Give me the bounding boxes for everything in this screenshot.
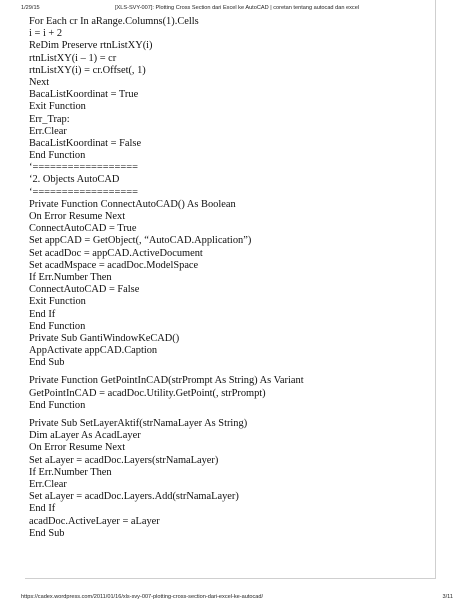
code-line: i = i + 2 — [29, 28, 63, 40]
code-line: Private Function ConnectAutoCAD() As Boolean — [29, 198, 236, 210]
code-line: ‘================== — [29, 186, 138, 198]
code-line: AppActivate appCAD.Caption — [29, 345, 158, 357]
code-line: Set appCAD = GetObject(, “AutoCAD.Application”) — [29, 235, 252, 247]
code-line: acadDoc.ActiveLayer = aLayer — [29, 515, 160, 527]
code-line: End Function — [29, 399, 86, 411]
code-line: ConnectAutoCAD = True — [29, 223, 137, 235]
code-line: Err.Clear — [29, 125, 67, 137]
code-line: ‘================== — [29, 162, 138, 174]
code-listing — [29, 16, 429, 540]
code-line: End Sub — [29, 357, 65, 369]
code-line: GetPointInCAD = acadDoc.Utility.GetPoint(, strPrompt) — [29, 387, 266, 399]
code-line: ConnectAutoCAD = False — [29, 284, 140, 296]
code-line: Private Sub GantiWindowKeCAD() — [29, 332, 180, 344]
code-line: Set acadMspace = acadDoc.ModelSpace — [29, 259, 199, 271]
print-date: 1/29/15 — [21, 5, 40, 11]
code-line: Set aLayer = acadDoc.Layers.Add(strNamaLayer) — [29, 491, 239, 503]
code-line: End Function — [29, 320, 86, 332]
code-line: If Err.Number Then — [29, 466, 112, 478]
code-line: On Error Resume Next — [29, 211, 126, 222]
code-line: rtnListXY(i) = cr.Offset(, 1) — [29, 64, 146, 76]
code-line: End If — [29, 503, 56, 515]
code-line: Exit Function — [29, 101, 86, 113]
code-line: Exit Function — [29, 296, 86, 308]
code-line: Dim aLayer As AcadLayer — [29, 430, 141, 442]
code-line: BacaListKoordinat = False — [29, 137, 142, 149]
code-line: End Function — [29, 150, 86, 162]
code-line: Private Sub SetLayerAktif(strNamaLayer As String) — [29, 418, 248, 429]
print-footer — [21, 594, 453, 604]
code-line: Set aLayer = acadDoc.Layers(strNamaLayer) — [29, 454, 219, 466]
code-line: BacaListKoordinat = True — [29, 89, 139, 101]
code-line: End If — [29, 308, 56, 320]
print-url: https://cadex.wordpress.com/2011/01/16/xls-svy-007-plotting-cross-section-dari-excel-ke-autocad/ — [21, 594, 264, 600]
code-line: Err_Trap: — [29, 113, 70, 125]
code-line: Set acadDoc = appCAD.ActiveDocument — [29, 247, 203, 259]
code-line: On Error Resume Next — [29, 442, 126, 454]
page-number: 3/11 — [442, 594, 453, 600]
code-line: ReDim Preserve rtnListXY(i) — [29, 40, 153, 52]
code-line: Private Function GetPointInCAD(strPrompt As String) As Variant — [29, 375, 304, 387]
code-line: Next — [29, 76, 50, 88]
code-line: End Sub — [29, 527, 65, 539]
code-line: rtnListXY(i – 1) = cr — [29, 52, 117, 64]
code-line: ‘2. Objects AutoCAD — [29, 174, 120, 186]
print-page-title: [XLS-SVY-007]: Plotting Cross Section dari Excel ke AutoCAD | coretan tentang autocad dan excel — [114, 5, 360, 11]
code-line: Err.Clear — [29, 478, 67, 490]
code-line: For Each cr In aRange.Columns(1).Cells — [29, 16, 199, 27]
code-line: If Err.Number Then — [29, 271, 112, 283]
